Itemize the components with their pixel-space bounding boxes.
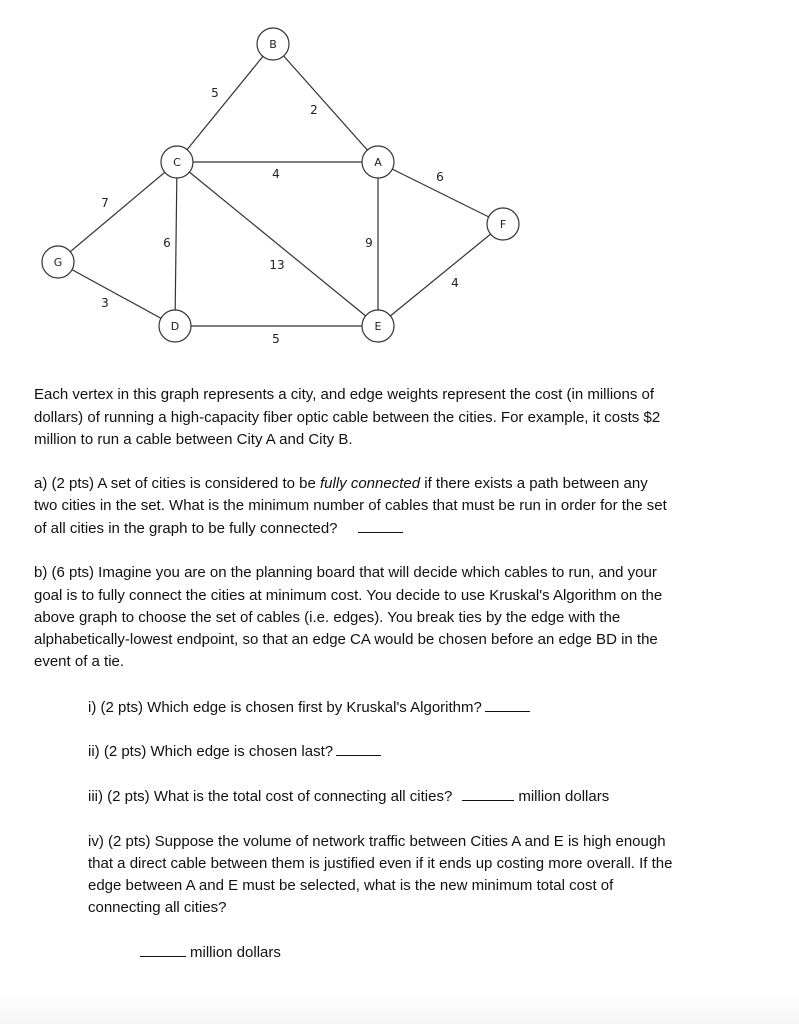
question-iv-line: connecting all cities? [88,899,227,916]
part-b-line: event of a tie. [34,653,125,670]
vertex-label: C [173,156,181,169]
page-footer [0,990,799,1024]
edge-weight-FE: 4 [451,276,459,290]
vertex-label: A [374,156,382,169]
edge-BA [273,44,378,162]
question-i-text: i) (2 pts) Which edge is chosen first by Kruskal's Algorithm? [88,699,482,716]
answer-blank-iv[interactable] [140,943,186,957]
edge-weight-GD: 3 [101,296,109,310]
question-iii-text: iii) (2 pts) What is the total cost of connecting all cities? [88,788,453,805]
question-ii [88,742,381,761]
city-graph [0,0,560,360]
vertex-B [257,28,289,60]
edge-weight-BA: 2 [310,103,318,117]
edge-BC [177,44,273,162]
edge-GC [58,162,177,262]
intro-line: million to run a cable between City A and City B. [34,431,353,448]
part-a-line: two cities in the set. What is the minimum number of cables that must be run in order for the set [34,497,667,514]
answer-blank-a[interactable] [358,519,403,533]
question-iii-unit: million dollars [518,788,610,805]
edge-FE [378,224,503,326]
question-i [88,698,530,717]
vertex-label: E [374,320,382,333]
edge-CD [175,162,177,326]
vertex-label: G [53,256,63,269]
vertex-label: B [269,38,277,51]
part-b-line: goal is to fully connect the cities at minimum cost. You decide to use Kruskal's Algorithm on the [34,587,663,604]
question-iv-line: that a direct cable between them is justified even if it ends up costing more overall. If the [88,855,673,872]
question-iv-answer [140,943,281,962]
vertex-label: F [499,218,507,231]
edge-weight-AE: 9 [365,236,373,250]
edge-weight-BC: 5 [211,86,219,100]
part-a-line [34,519,403,538]
edge-weight-CE: 13 [269,258,285,272]
intro-line: Each vertex in this graph represents a city, and edge weights represent the cost (in millions of [34,386,655,403]
edge-weight-AF: 6 [436,170,444,184]
part-a-text: a) (2 pts) A set of cities is considered to be [34,475,320,492]
question-iv-unit: million dollars [190,944,281,961]
answer-blank-iii[interactable] [462,787,514,801]
edge-weight-CA: 4 [272,167,280,181]
edge-weight-CD: 6 [163,236,171,250]
answer-blank-i[interactable] [485,698,530,712]
vertex-label: D [170,320,180,333]
vertex-F [487,208,519,240]
question-iv-line: edge between A and E must be selected, what is the new minimum total cost of [88,877,614,894]
part-a-text: of all cities in the graph to be fully connected? [34,520,338,537]
question-ii-text: ii) (2 pts) Which edge is chosen last? [88,743,334,760]
edge-weight-GC: 7 [101,196,109,210]
edge-GD [58,262,175,326]
part-b-line: alphabetically-lowest endpoint, so that an edge CA would be chosen before an edge BD in the [34,631,658,648]
question-iii [88,787,609,806]
vertex-D [159,310,191,342]
answer-blank-ii[interactable] [336,742,381,756]
edge-weight-DE: 5 [272,332,280,346]
part-b-line: b) (6 pts) Imagine you are on the planning board that will decide which cables to run, and your [34,564,657,581]
vertex-C [161,146,193,178]
vertex-A [362,146,394,178]
question-iv-line: iv) (2 pts) Suppose the volume of network traffic between Cities A and E is high enough [88,833,666,850]
intro-line: dollars) of running a high-capacity fiber optic cable between the cities. For example, it costs $2 [34,409,661,426]
vertex-E [362,310,394,342]
part-b-line: above graph to choose the set of cables (i.e. edges). You break ties by the edge with the [34,609,621,626]
part-a-emphasis: fully connected [319,475,421,492]
part-a-text: if there exists a path between any [420,475,648,492]
vertex-G [42,246,74,278]
part-a-line [34,475,648,493]
edge-CE [177,162,378,326]
